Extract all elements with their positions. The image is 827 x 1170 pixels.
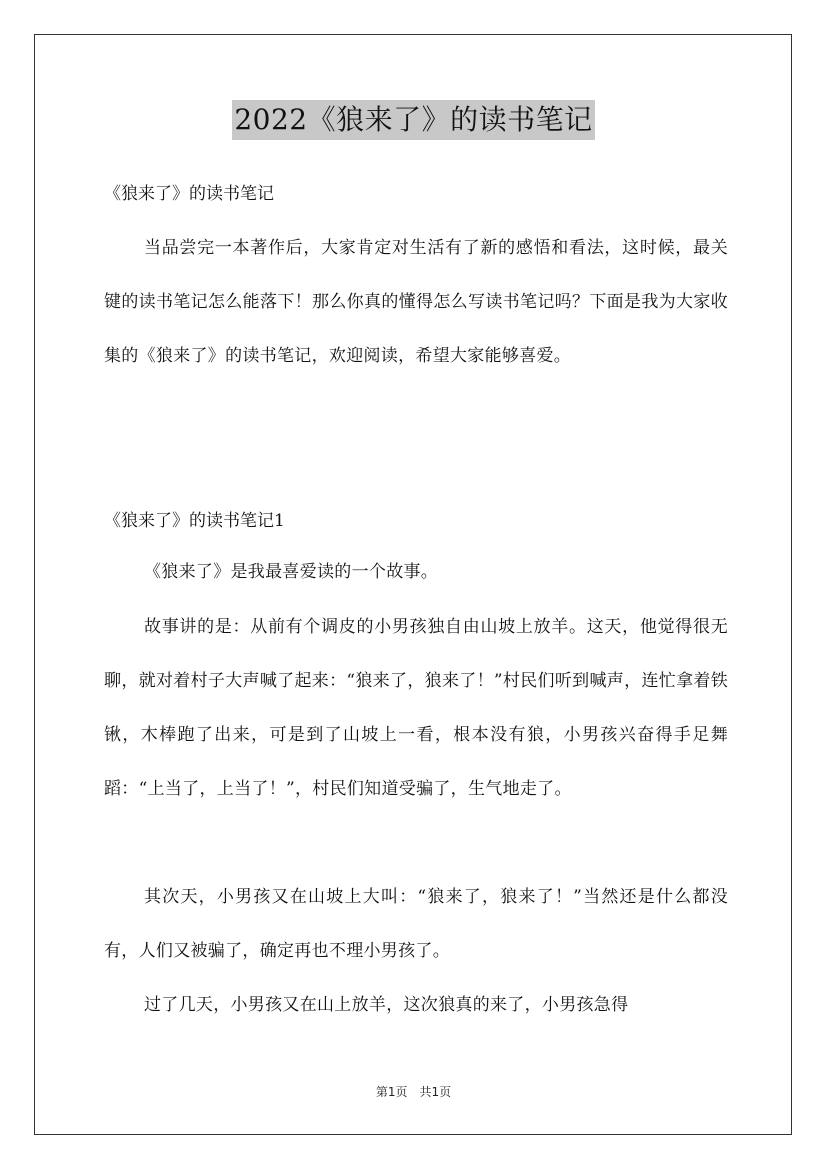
- story-paragraph: 其次天，小男孩又在山坡上大叫：“狼来了，狼来了！”当然还是什么都没有，人们又被骗了，确定再也不理小男孩了。: [104, 887, 728, 961]
- intro-paragraph: 当品尝完一本著作后，大家肯定对生活有了新的感悟和看法，这时候，最关键的读书笔记怎么能落下！那么你真的懂得怎么写读书笔记吗？下面是我为大家收集的《狼来了》的读书笔记，欢迎阅读，希望大家能够喜爱。: [104, 238, 728, 366]
- story-paragraph: 过了几天，小男孩又在山上放羊，这次狼真的来了，小男孩急得: [144, 995, 629, 1015]
- page-total: 共1页: [419, 1085, 452, 1099]
- story-paragraph: 故事讲的是：从前有个调皮的小男孩独自由山坡上放羊。这天，他觉得很无聊，就对着村子大声喊了起来：“狼来了，狼来了！”村民们听到喊声，连忙拿着铁锹，木棒跑了出来，可是到了山坡上一看，根本没有狼，小男孩兴奋得手足舞蹈：“上当了，上当了！”，村民们知道受骗了，生气地走了。: [104, 617, 728, 799]
- title-container: [0, 100, 827, 140]
- intro-heading: 《狼来了》的读书笔记: [104, 184, 274, 204]
- page-number: 第1页: [375, 1085, 408, 1099]
- section-heading: 《狼来了》的读书笔记1: [104, 511, 285, 531]
- page-footer: [0, 1084, 827, 1100]
- document-title[interactable]: 2022《狼来了》的读书笔记: [232, 100, 594, 140]
- story-paragraph: 《狼来了》是我最喜爱读的一个故事。: [144, 562, 439, 582]
